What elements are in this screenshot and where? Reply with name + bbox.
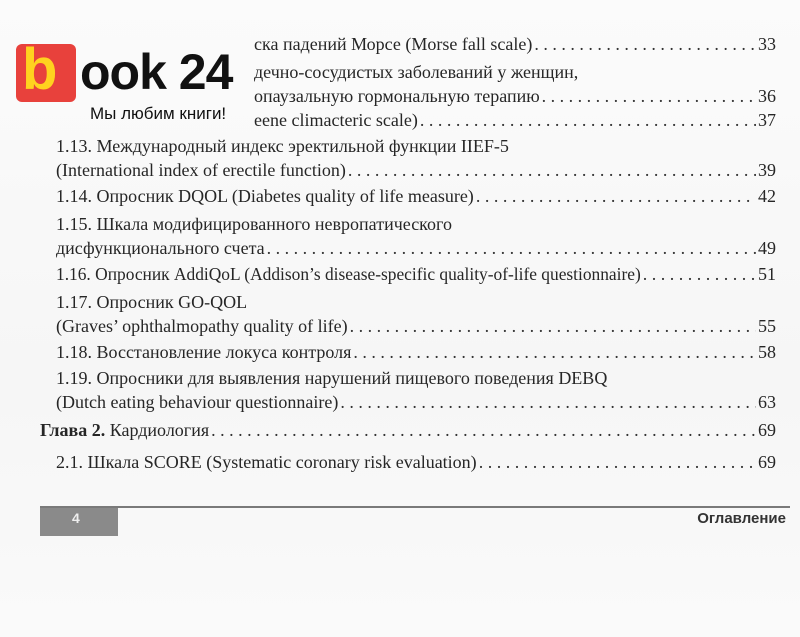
toc-page-number: 37 [758,110,776,130]
logo-slogan: Мы любим книги! [90,104,227,123]
toc-page-number: 58 [758,342,776,362]
toc-page-number: 42 [758,186,776,206]
toc-page-number: 39 [758,160,776,180]
toc-entry-title: 1.16. Опросник AddiQoL (Addison’s disease-specific quality-of-life questionnaire) [56,264,641,284]
toc-page-number: 33 [758,34,776,54]
toc-entry[interactable] [56,212,776,260]
footer-page-number: 4 [72,510,80,526]
toc-entry[interactable] [56,450,776,474]
toc-entry-title: 1.18. Восстановление локуса контроля [56,342,352,362]
toc-entry-title-line1: дечно-сосудистых заболеваний у женщин, [254,62,579,82]
toc-leader-dots [542,84,756,108]
toc-leader-dots [267,236,756,260]
toc-entry-title: (Graves’ ophthalmopathy quality of life) [56,316,348,336]
chapter-title: Кардиология [109,420,210,440]
toc-entry[interactable] [56,184,776,208]
toc-leader-dots [420,108,756,132]
logo-letter: b [22,37,58,102]
chapter-label: Глава 2. [40,420,106,440]
toc-entry-title-line1: 1.15. Шкала модифицированного невропатического [56,214,452,234]
toc-leader-dots [479,450,756,474]
toc-entry-title: eene climacteric scale) [254,110,418,130]
toc-leader-dots [340,390,756,414]
toc-entry-title: ска падений Морсе (Morse fall scale) [254,34,533,54]
toc-page-number: 63 [758,392,776,412]
toc-leader-dots [476,184,756,208]
toc-entry-title-line1: 1.17. Опросник GO-QOL [56,292,248,312]
toc-entry-title: опаузальную гормональную терапию [254,86,540,106]
toc-leader-dots [353,340,756,364]
toc-page-number: 69 [758,420,776,440]
toc-page-number: 69 [758,452,776,472]
toc-entry[interactable] [56,290,776,338]
toc-entry[interactable] [56,340,776,364]
toc-leader-dots [534,32,756,56]
toc-entry-title: 1.14. Опросник DQOL (Diabetes quality of life measure) [56,186,474,206]
toc-page-number: 49 [758,238,776,258]
toc-chapter-entry[interactable] [40,418,776,442]
toc-entry-title: 2.1. Шкала SCORE (Systematic coronary risk evaluation) [56,452,477,472]
toc-page-number: 55 [758,316,776,336]
toc-entry[interactable] [56,262,776,286]
book24-logo[interactable] [16,37,266,130]
toc-leader-dots [643,262,756,286]
toc-entry[interactable] [56,134,776,182]
toc-entry[interactable] [56,366,776,414]
footer-divider [40,506,790,508]
toc-entry-title-line1: 1.13. Международный индекс эректильной функции IIEF-5 [56,136,509,156]
logo-badge [16,37,76,102]
footer-section-title: Оглавление [697,510,786,527]
toc-entry-title-line1: 1.19. Опросники для выявления нарушений пищевого поведения DEBQ [56,368,608,388]
toc-leader-dots [348,158,756,182]
toc-leader-dots [211,418,756,442]
toc-entry-title: (International index of erectile function) [56,160,346,180]
toc-page-number: 51 [758,264,776,284]
toc-leader-dots [350,314,756,338]
toc-page-number: 36 [758,86,776,106]
logo-wordmark: ook 24 [80,44,233,100]
toc-entry-title: дисфункционального счета [56,238,265,258]
toc-entry-title: (Dutch eating behaviour questionnaire) [56,392,339,412]
